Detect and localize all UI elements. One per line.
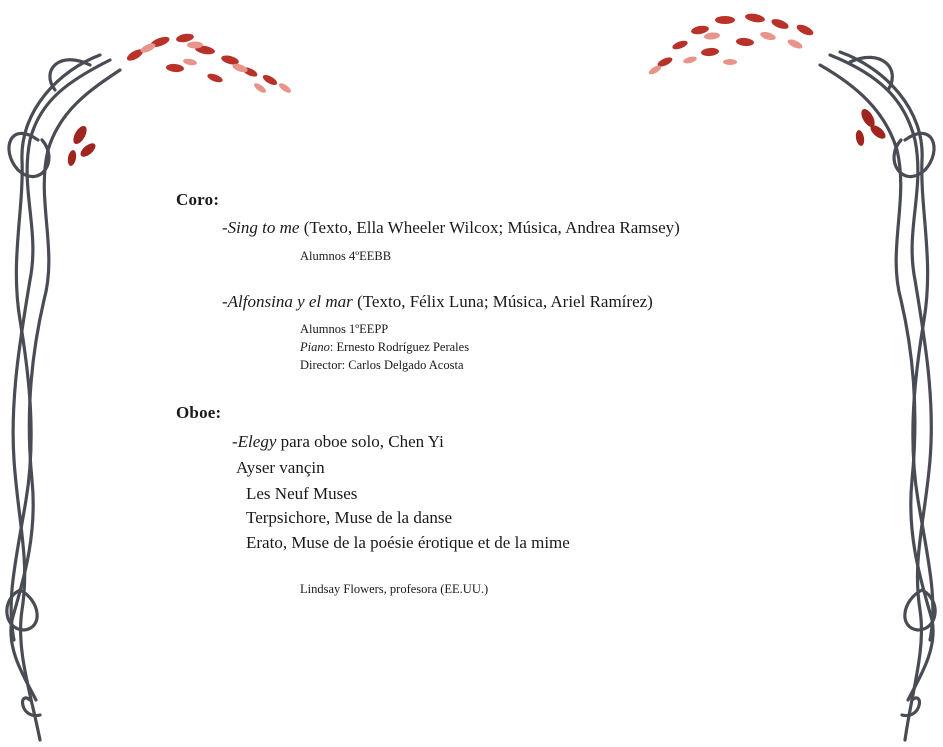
piece-title: Elegy xyxy=(237,432,277,451)
piece-credits: (Texto, Ella Wheeler Wilcox; Música, Andrea Ramsey) xyxy=(299,218,680,237)
oboe-performer-credit: Lindsay Flowers, profesora (EE.UU.) xyxy=(300,582,489,596)
oboe-suite-title: Les Neuf Muses xyxy=(246,484,358,503)
oboe-heading: Oboe: xyxy=(176,403,222,422)
oboe-composer: Ayser vançin xyxy=(236,458,325,477)
coro-piano-credit xyxy=(300,338,469,356)
oboe-piece-elegy: -Elegy para oboe solo, Chen Yi xyxy=(232,432,444,451)
coro-performers-1eepp: Alumnos 1ºEEPP xyxy=(300,322,389,336)
piano-label: Piano xyxy=(300,340,330,354)
coro-heading: Coro: xyxy=(176,190,220,209)
piece-title: Alfonsina y el mar xyxy=(227,292,353,311)
coro-piece-sing-to-me: -Sing to me (Texto, Ella Wheeler Wilcox; Música, Andrea Ramsey) xyxy=(222,218,680,237)
piece-credits: para oboe solo, Chen Yi xyxy=(276,432,444,451)
coro-director-credit: Director: Carlos Delgado Acosta xyxy=(300,358,464,372)
coro-performers-4eebb: Alumnos 4ºEEBB xyxy=(300,249,392,263)
oboe-movement-erato: Erato, Muse de la poésie érotique et de la mime xyxy=(246,533,570,552)
piano-name: : Ernesto Rodríguez Perales xyxy=(329,340,470,354)
coro-piece-alfonsina: -Alfonsina y el mar (Texto, Félix Luna; Música, Ariel Ramírez) xyxy=(222,292,653,311)
oboe-movement-terpsichore: Terpsichore, Muse de la danse xyxy=(246,508,453,527)
piece-title: Sing to me xyxy=(227,218,300,237)
piece-credits: (Texto, Félix Luna; Música, Ariel Ramírez) xyxy=(352,292,653,311)
